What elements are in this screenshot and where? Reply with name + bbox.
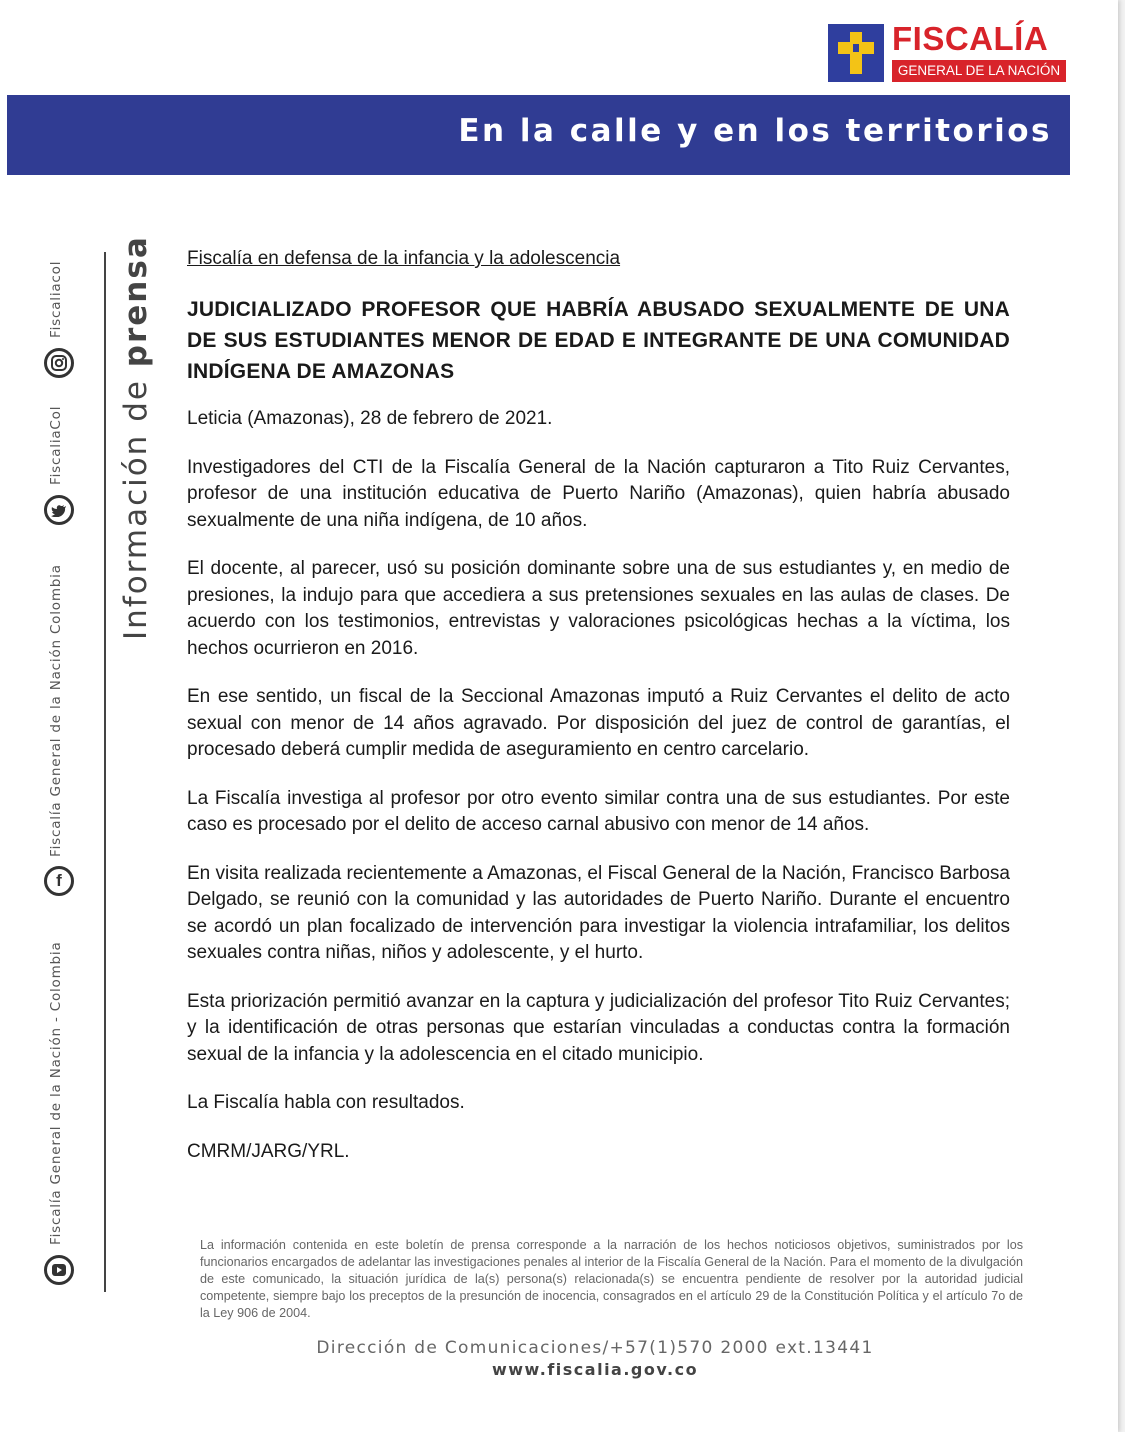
press-title-regular: Información de [118, 367, 154, 640]
facebook-handle[interactable]: Fiscalía General de la Nación Colombia [48, 564, 64, 857]
article-body [187, 248, 1010, 1187]
website-link[interactable]: www.fiscalia.gov.co [491, 1360, 699, 1379]
facebook-icon[interactable]: f [44, 866, 74, 896]
youtube-handle[interactable]: Fiscalía General de la Nación - Colombia [48, 941, 64, 1245]
article-paragraph: El docente, al parecer, usó su posición dominante sobre una de sus estudiantes y, en medio de presiones, la indujo para que accediera a sus pretensiones sexuales en las aulas de clases. De acuerdo con los testimonios, entrevistas y valoraciones psicológicas hechas a la víctima, los hechos ocurrieron en 2016. [187, 558, 1010, 659]
article-headline: JUDICIALIZADO PROFESOR QUE HABRÍA ABUSADO SEXUALMENTE DE UNA DE SUS ESTUDIANTES MENOR DE EDAD E INTEGRANTE DE UNA COMUNIDAD INDÍGENA DE AMAZONAS [187, 298, 1010, 383]
article-paragraph: En visita realizada recientemente a Amazonas, el Fiscal General de la Nación, Francisco Barbosa Delgado, se reunió con la comunidad y las autoridades de Puerto Nariño. Durante el encuentro se acordó un plan focalizado de intervención para investigar la violencia intrafamiliar, los delitos sexuales contra niñas, niños y adolescente, y el hurto. [187, 862, 1010, 963]
logo-subtitle: GENERAL DE LA NACIÓN [892, 60, 1066, 82]
article-closing: La Fiscalía habla con resultados. [187, 1092, 465, 1113]
contact-block [200, 1338, 990, 1379]
article-paragraph: Investigadores del CTI de la Fiscalía General de la Nación capturaron a Tito Ruiz Cervantes, profesor de una institución educativa de Puerto Nariño (Amazonas), quien habría abusado sexualmente de una niña indígena, de 10 años. [187, 456, 1010, 531]
sidebar-divider [104, 252, 106, 1292]
article-kicker: Fiscalía en defensa de la infancia y la adolescencia [187, 248, 621, 269]
twitter-icon[interactable] [44, 495, 74, 525]
press-section-title [118, 235, 154, 640]
instagram-icon[interactable] [44, 348, 74, 378]
twitter-handle[interactable]: FiscaliaCol [48, 405, 64, 485]
instagram-handle[interactable]: Fiscaliacol [48, 260, 64, 338]
article-paragraph: Esta priorización permitió avanzar en la captura y judicialización del profesor Tito Ruiz Cervantes; y la identificación de otras personas que estarían vinculadas a conductas contra la formación sexual de la infancia y la adolescencia en el citado municipio. [187, 990, 1010, 1065]
article-paragraph: La Fiscalía investiga al profesor por otro evento similar contra una de sus estudiantes. Por este caso es procesado por el delito de acceso carnal abusivo con menor de 14 años. [187, 787, 1010, 835]
slogan-banner [7, 95, 1070, 175]
cross-emblem-icon [828, 24, 884, 82]
banner-text: En la calle y en los territorios [458, 113, 1052, 149]
article-paragraph: En ese sentido, un fiscal de la Seccional Amazonas imputó a Ruiz Cervantes el delito de acto sexual con menor de 14 años agravado. Por disposición del juez de control de garantías, el procesado deberá cumplir medida de aseguramiento en centro carcelario. [187, 686, 1010, 760]
logo-name: FISCALÍA [892, 20, 1049, 57]
article-dateline: Leticia (Amazonas), 28 de febrero de 2021. [187, 408, 553, 429]
contact-line: Dirección de Comunicaciones/+57(1)570 2000 ext.13441 [316, 1338, 874, 1358]
article-signature: CMRM/JARG/YRL. [187, 1140, 350, 1162]
press-title-bold: prensa [118, 235, 154, 368]
youtube-icon[interactable] [44, 1255, 74, 1285]
legal-disclaimer: La información contenida en este boletín de prensa corresponde a la narración de los hechos noticiosos objetivos, suministrados por los funcionarios encargados de adelantar las investigaciones penales al interior de la Fiscalía General de la Nación. Para el momento de la divulgación de este comunicado, la situación jurídica de la(s) persona(s) relacionada(s) se encuentra pendiente de resolver por la autoridad judicial competente, siempre bajo los preceptos de la presunción de inocencia, consagrados en el artículo 29 de la Constitución Política y el artículo 7o de la Ley 906 de 2004. [200, 1238, 1023, 1320]
